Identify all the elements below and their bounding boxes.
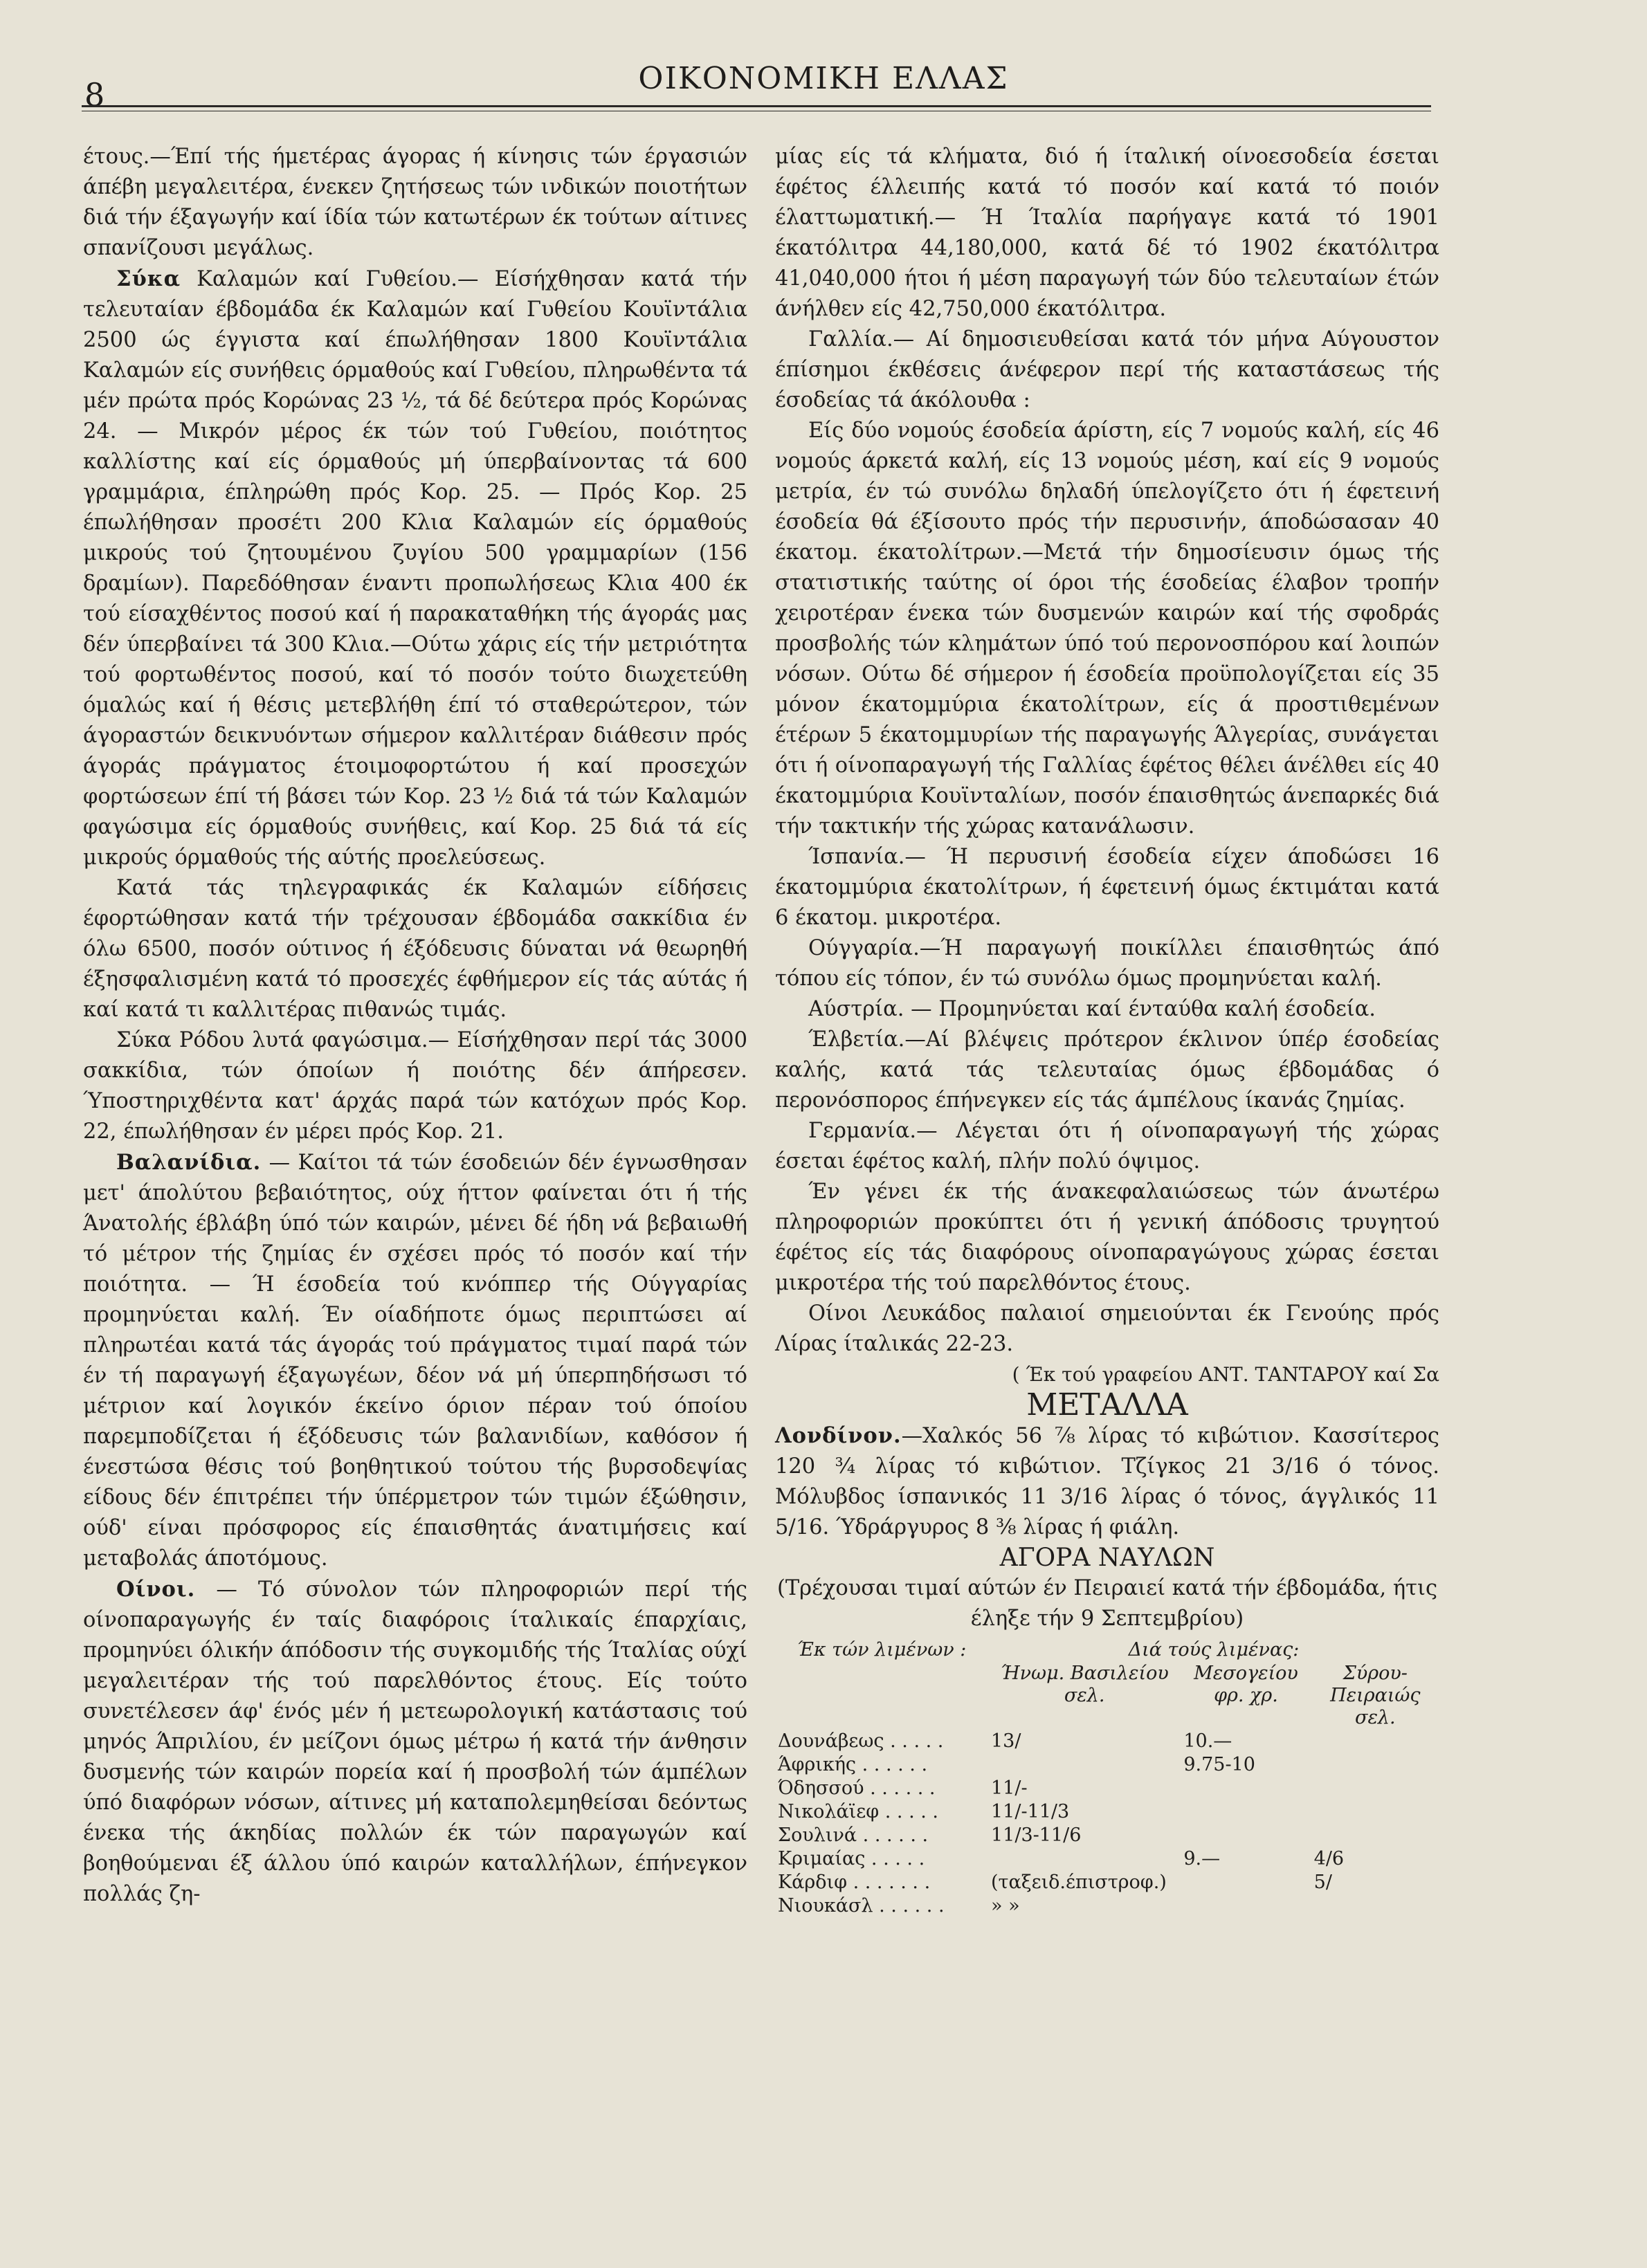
paragraph: Σύκα Ρόδου λυτά φαγώσιμα.— Είσήχθησαν περί τάς 3000 σακκίδια, τών όποίων ή ποιότης δέν άπήρεσεν. Ύποστηριχθέντα κατ' άρχάς παρά τών κατόχων πρός Κορ. 22, έπωλήθησαν έν μέρει πρός Κορ. 21. xyxy=(83,1028,747,1144)
credit-line: ( Έκ τού γραφείου ΑΝΤ. ΤΑΝΤΑΡΟΥ καί Σα xyxy=(1012,1363,1439,1386)
port-cell: Κάρδιφ . . . . . . . xyxy=(778,1872,931,1893)
table-row xyxy=(775,1730,1439,1753)
paragraph: έτους.—Έπί τής ήμετέρας άγορας ή κίνησις τών έργασιών άπέβη μεγαλειτέρα, ένεκεν ζητήσεως τών ινδικών ποιοτήτων διά τήν έξαγωγήν καί ίδία τών κατωτέρων έκ τούτων αίτινες σπανίζουσι μεγάλως. xyxy=(83,145,747,260)
left-column xyxy=(83,142,747,1910)
port-cell: Κριμαίας . . . . . xyxy=(778,1848,925,1869)
port-cell: Νιουκάσλ . . . . . . xyxy=(778,1895,945,1917)
uk-rate-cell: (ταξειδ.έπιστροφ.) xyxy=(991,1872,1167,1893)
port-cell: Νικολάϊεφ . . . . . xyxy=(778,1801,938,1822)
page-title: ΟΙΚΟΝΟΜΙΚΗ ΕΛΛΑΣ xyxy=(638,61,1009,96)
port-cell: Σουλινά . . . . . . xyxy=(778,1825,929,1846)
med-rate-cell: 9.75-10 xyxy=(1183,1754,1255,1775)
syros-rate-cell xyxy=(1311,1824,1439,1847)
table-row xyxy=(775,1824,1439,1847)
med-rate-cell xyxy=(1181,1800,1311,1824)
paragraph-acorns xyxy=(83,1147,747,1574)
section-heading: Λονδίνον. xyxy=(775,1423,902,1448)
section-heading: Βαλανίδια. xyxy=(116,1150,262,1175)
freight-subheading: (Τρέχουσαι τιμαί αύτών έν Πειραιεί κατά τήν έβδομάδα, ήτις έληξε τήν 9 Σεπτεμβρίου) xyxy=(776,1576,1438,1631)
paragraph: Ούγγαρία.—Ή παραγωγή ποικίλλει έπαισθητώς άπό τόπου είς τόπον, έν τώ συνόλω όμως προμηνύεται καλή. xyxy=(775,936,1439,991)
paragraph: Ίσπανία.— Ή περυσινή έσοδεία είχεν άποδώσει 16 έκατομμύρια έκατολίτρων, ή έφετεινή όμως έκτιμάται κατά 6 έκατομ. μικροτέρα. xyxy=(775,845,1439,930)
paragraph: Αύστρία. — Προμηνύεται καί ένταύθα καλή έσοδεία. xyxy=(808,997,1376,1021)
table-row xyxy=(775,1871,1439,1894)
syros-rate-cell: 5/ xyxy=(1313,1872,1332,1893)
paragraph: Οίνοι Λευκάδος παλαιοί σημειούνται έκ Γενούης πρός Λίρας ίταλικάς 22-23. xyxy=(775,1301,1439,1356)
paragraph: Κατά τάς τηλεγραφικάς έκ Καλαμών είδήσεις έφορτώθησαν κατά τήν τρέχουσαν έβδομάδα σακκίδια έν όλω 6500, ποσόν ούτινος ή έξόδευσις δύναται νά θεωρηθή έξησφαλισμένη κατά τό προσεχές έφθήμερον είς τάς αύτάς ή καί κατά τι καλλιτέρας πιθανώς τιμάς. xyxy=(83,876,747,1022)
med-rate-cell xyxy=(1181,1824,1311,1847)
table-row xyxy=(775,1777,1439,1800)
paragraph-text: — Τό σύνολον τών πληροφοριών περί τής οίνοπαραγωγής έν ταίς διαφόροις ίταλικαίς έπαρχίαις, προμηνύει όλικήν άπόδοσιν τής συγκομιδής τής Ίταλίας ούχί μεγαλειτέραν τής τού παρελθόντος έτους. Είς τούτο συνετέλεσεν άφ' ένός μέν ή μετεωρολογική κατάστασις τού μηνός Άπριλίου, έν μείζονι όμως μέτρω ή κατά τήν άνθησιν δυσμενής τών καιρών πορεία καί ή προσβολή τών άμπέλων ύπό διαφόρων νόσων, αίτινες μή καταπολεμηθείσαι δεόντως ένεκα τής άκηδίας πολλών έκ τών παραγωγών καί βοηθούμεναι έξ άλλου ύπό καιρών καταλλήλων, έπήνεγκον πολλάς ζη- xyxy=(83,1577,747,1906)
paragraph: Γερμανία.— Λέγεται ότι ή οίνοπαραγωγή τής χώρας έσεται έφέτος καλή, πλήν πολύ όψιμος. xyxy=(775,1119,1439,1173)
med-rate-cell xyxy=(1181,1871,1311,1894)
syros-rate-cell xyxy=(1311,1730,1439,1753)
uk-rate-cell: 11/3-11/6 xyxy=(991,1825,1082,1846)
paragraph-london xyxy=(775,1420,1439,1543)
header-rule xyxy=(82,105,1431,107)
uk-rate-cell xyxy=(988,1753,1181,1777)
paragraph: Είς δύο νομούς έσοδεία άρίστη, είς 7 νομούς καλή, είς 46 νομούς άρκετά καλή, είς 13 νομούς μέση, καί είς 9 νομούς μετρία, έν τώ συνόλω δηλαδή ύπελογίζετο ότι ή έφετεινή έσοδεία θά έξίσουτο πρός τήν περυσινήν, άποδώσασαν 40 έκατομ. έκατολίτρων.—Μετά τήν δημοσίευσιν όμως τής στατιστικής ταύτης οί όροι τής έσοδείας έλαβον τροπήν χειροτέραν ένεκα τών δυσμενών καιρών καί τής σφοδράς προσβολής τών κλημάτων ύπό τού περονοσπόρου καί λοιπών νόσων. Ούτω δέ σήμερον ή έσοδεία προϋπολογίζεται είς 35 μόνον έκατομμύρια έκατολίτρων, είς ά προστιθεμένων έτέρων 5 έκατομμυρίων τής παραγωγής Άλγερίας, συνάγεται ότι ή οίνοπαραγωγή τής Γαλλίας έφέτος θέλει άνέλθει είς 40 έκατομμύρια Κουϊνταλίων, ποσόν έπαισθητώς άνεπαρκές διά τήν τακτικήν τής χώρας κατανάλωσιν. xyxy=(775,419,1439,839)
paragraph-text: Καλαμών καί Γυθείου.— Είσήχθησαν κατά τήν τελευταίαν έβδομάδα έκ Καλαμών καί Γυθείου Κουϊντάλια 2500 ώς έγγιστα καί έπωλήθησαν 1800 Κουϊντάλια Καλαμών είς συνήθεις όρμαθούς καί Γυθείου, πληρωθέντα τά μέν πρώτα πρός Κορώνας 23 ½, τά δέ δεύτερα πρός Κορώνας 24. — Μικρόν μέρος έκ τών τού Γυθείου, ποιότητος καλλίστης καί είς όρμαθούς μή ύπερβαίνοντας τά 600 γραμμάρια, έπληρώθη πρός Κορ. 25. — Πρός Κορ. 25 έπωλήθησαν προσέτι 200 Κλια Καλαμών είς όρμαθούς μικρούς τού ζητουμένου ζυγίου 500 γραμμαρίων (156 δραμίων). Παρεδόθησαν έναντι προπωλήσεως Κλια 400 έκ τού είσαχθέντος ποσού καί ή παρακαταθήκη τής άγοράς μας δέν ύπερβαίνει τά 300 Κλια.—Ούτω χάρις είς τήν μετριότητα τού φορτωθέντος ποσού, καί τό ποσόν τούτο διωχετεύθη όμαλώς καί ή θέσις μετεβλήθη έπί τό σταθερώτερον, τών άγοραστών δεικνυόντων σήμερον καλλιτέραν διάθεσιν πρός άγοράς πράγματος έτοιμοφορτώτου ή καί προσεχών φορτώσεων έπί τή βάσει τών Κορ. 23 ½ διά τά τών Καλαμών φαγώσιμα είς όρμαθούς συνήθεις, καί Κορ. 25 διά τά είς μικρούς όρμαθούς τής αύτής προελεύσεως. xyxy=(83,267,747,870)
uk-rate-cell xyxy=(988,1847,1181,1871)
syros-rate-cell xyxy=(1311,1894,1439,1918)
table-body xyxy=(775,1730,1439,1918)
med-rate-cell xyxy=(1181,1777,1311,1800)
page-number: 8 xyxy=(84,76,105,113)
port-cell: Όδησσού . . . . . . xyxy=(778,1777,936,1799)
paragraph-wines xyxy=(83,1574,747,1910)
paragraph-text: — Καίτοι τά τών έσοδειών δέν έγνωσθησαν μετ' άπολύτου βεβαιότητος, ούχ ήττον φαίνεται ότι ή τής Άνατολής έβλάβη ύπό τών καιρών, μένει δέ ήδη νά βεβαιωθή τό μέτρον τής ζημίας έν σχέσει πρός τό ποσόν καί τήν ποιότητα. — Ή έσοδεία τού κνόππερ τής Ούγγαρίας προμηνύεται καλή. Έν οίαδήποτε όμως περιπτώσει αί πληρωτέαι κατά τάς άγοράς τού πράγματος τιμαί παρά τών έν τή παραγωγή έξαγωγέων, δέον νά μή ύπερπηδήσωσι τό μέτριον καί λογικόν έκείνο όριον πέραν τού όποίου παρεμποδίζεται ή έξόδευσις τών βαλανιδίων, καθόσον ή ένεστώσα θέσις τού βοηθητικού τούτου τής βυρσοδεψίας είδους δέν έπιτρέπει τήν ύπέρμετρον τών τιμών έξώθησιν, ούδ' είναι πρόσφορος είς έπαισθητάς άνατιμήσεις καί μεταβολάς άποτόμους. xyxy=(83,1151,747,1571)
section-heading: Οίνοι. xyxy=(116,1577,196,1602)
med-rate-cell xyxy=(1181,1894,1311,1918)
med-rate-cell: 9.— xyxy=(1183,1848,1221,1869)
table-row xyxy=(775,1847,1439,1871)
uk-rate-cell: 13/ xyxy=(991,1730,1021,1752)
paragraph: Έν γένει έκ τής άνακεφαλαιώσεως τών άνωτέρω πληροφοριών προκύπτει ότι ή γενική άπόδοσις τρυγητού έφέτος είς τάς διαφόρους οίνοπαραγώγους χώρας έσεται μικροτέρα τής τού παρελθόντος έτους. xyxy=(775,1180,1439,1295)
paragraph: Γαλλία.— Αί δημοσιευθείσαι κατά τόν μήνα Αύγουστον έπίσημοι έκθέσεις άνέφερον περί τής καταστάσεως τής έσοδείας τά άκόλουθα : xyxy=(775,327,1439,412)
paragraph: Έλβετία.—Αί βλέψεις πρότερον έκλινον ύπέρ έσοδείας καλής, κατά τάς τελευταίας όμως έβδομάδας ό περονόσπορος έπήνεγκεν είς τάς άμπέλους ίκανάς ζημίας. xyxy=(775,1027,1439,1113)
column-group-header: Διά τούς λιμένας: xyxy=(1128,1639,1300,1661)
syros-rate-cell xyxy=(1311,1800,1439,1824)
table-row xyxy=(775,1753,1439,1777)
syros-rate-cell: 4/6 xyxy=(1313,1848,1345,1869)
column-header-port: Έκ τών λιμένων : xyxy=(797,1639,967,1661)
right-column xyxy=(775,142,1439,1918)
uk-rate-cell: » » xyxy=(991,1895,1020,1917)
paragraph: μίας είς τά κλήματα, διό ή ίταλική οίνοεσοδεία έσεται έφέτος έλλειπής κατά τό ποσόν καί κατά τό ποιόν έλαττωματική.— Ή Ίταλία παρήγαγε κατά τό 1901 έκατόλιτρα 44,180,000, κατά δέ τό 1902 έκατόλιτρα 41,040,000 ήτοι ή μέση παραγωγή τών δύο τελευταίων έτών άνήλθεν είς 42,750,000 έκατόλιτρα. xyxy=(775,145,1439,321)
uk-rate-cell: 11/- xyxy=(991,1777,1028,1799)
port-cell: Άφρικής . . . . . . xyxy=(778,1754,928,1775)
med-rate-cell: 10.— xyxy=(1183,1730,1232,1752)
freight-rates-table xyxy=(775,1638,1439,1918)
column-header-syros: Σύρου-Πειραιώς σελ. xyxy=(1330,1663,1421,1728)
table-row xyxy=(775,1894,1439,1918)
freight-heading: ΑΓΟΡΑ ΝΑΥΛΩΝ xyxy=(999,1544,1215,1572)
port-cell: Δουνάβεως . . . . . xyxy=(778,1730,944,1752)
table-header-row xyxy=(775,1638,1439,1662)
syros-rate-cell xyxy=(1311,1777,1439,1800)
paragraph-text: —Χαλκός 56 ⅞ λίρας τό κιβώτιον. Κασσίτερος 120 ¾ λίρας τό κιβώτιον. Τζίγκος 21 3/16 ό τόνος. Μόλυβδος ίσπανικός 11 3/16 λίρας ό τόνος, άγγλικός 11 5/16. Ύδράργυρος 8 ⅜ λίρας ή φιάλη. xyxy=(775,1424,1439,1539)
column-header-med: Μεσογείου φρ. χρ. xyxy=(1194,1663,1298,1706)
paragraph-figs xyxy=(83,264,747,873)
column-header-uk: Ήνωμ. Βασιλείου σελ. xyxy=(1000,1663,1169,1706)
metals-heading: ΜΕΤΑΛΛΑ xyxy=(1026,1387,1188,1423)
table-row xyxy=(775,1800,1439,1824)
syros-rate-cell xyxy=(1311,1753,1439,1777)
uk-rate-cell: 11/-11/3 xyxy=(991,1801,1070,1822)
section-heading: Σύκα xyxy=(116,266,181,291)
